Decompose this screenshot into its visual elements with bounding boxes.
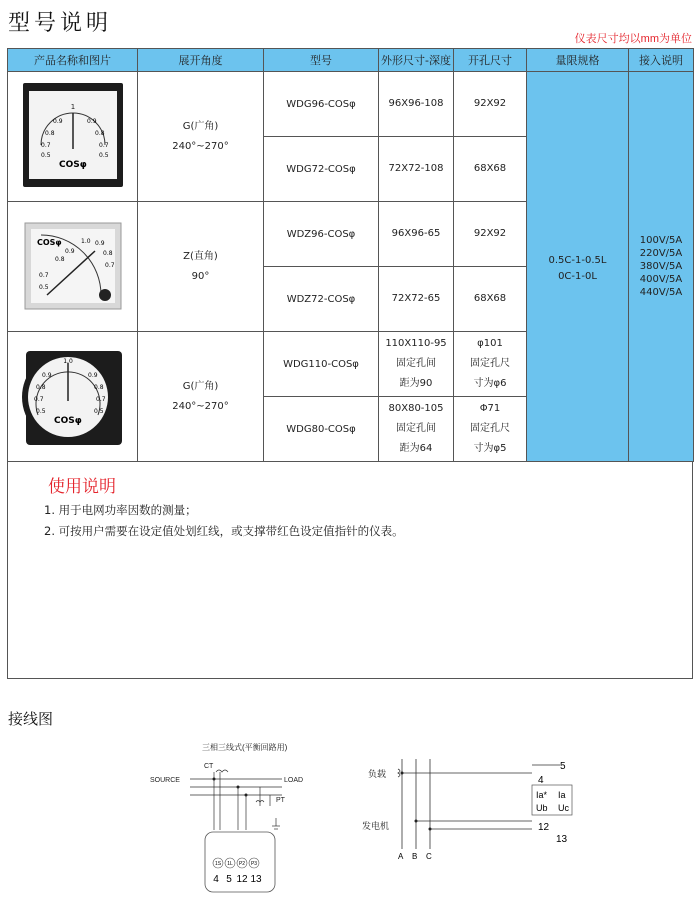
- size-cell: 96X96-65: [379, 202, 454, 267]
- hole-cell: 68X68: [454, 267, 527, 332]
- input-line: 440V/5A: [639, 287, 683, 298]
- table-row: [8, 72, 694, 137]
- phase-label: A: [398, 852, 404, 861]
- header-range: 量限规格: [527, 49, 629, 72]
- meter-label: 0.7: [38, 272, 49, 279]
- meter-label: COSφ: [36, 238, 62, 247]
- terminal-number: 12: [236, 874, 248, 885]
- model-cell: WDG72-COSφ: [264, 137, 379, 202]
- meter-label: 1.0: [62, 358, 73, 365]
- meter-label: 0.9: [87, 372, 98, 379]
- usage-title: 使用说明: [48, 477, 116, 497]
- hole-cell: 68X68: [454, 137, 527, 202]
- usage-item-1: 1. 用于电网功率因数的测量；: [44, 503, 197, 517]
- angle-cell: [138, 332, 264, 462]
- meter-photo-wdg-round: [8, 332, 138, 462]
- terminal-number: 5: [226, 874, 232, 885]
- meter-label: 0.8: [44, 130, 55, 137]
- meter-photo-wdg-square: [8, 72, 138, 202]
- hole-cell: 92X92: [454, 72, 527, 137]
- table-header-row: [8, 49, 694, 72]
- angle-range: 240°~270°: [172, 140, 229, 152]
- meter-label: 0.8: [35, 384, 46, 391]
- terminal-label: P2: [238, 861, 246, 867]
- angle-type: G(广角): [182, 120, 219, 132]
- header-size: 外形尺寸-深度: [379, 49, 454, 72]
- usage-section: [7, 462, 693, 679]
- phase-label: B: [412, 852, 418, 861]
- wiring-caption: 三相三线式(平衡回路用): [202, 743, 288, 752]
- angle-range: 240°~270°: [172, 400, 229, 412]
- box-label: Uc: [558, 803, 569, 813]
- source-label: SOURCE: [150, 777, 180, 784]
- meter-label: 0.8: [54, 256, 65, 263]
- meter-label: 0.9: [94, 240, 105, 247]
- pt-label: PT: [276, 797, 285, 804]
- model-cell: WDZ72-COSφ: [264, 267, 379, 332]
- meter-label: 0.8: [93, 384, 104, 391]
- model-cell: WDG80-COSφ: [264, 397, 379, 462]
- model-cell: WDG96-COSφ: [264, 72, 379, 137]
- terminal-number: 4: [213, 874, 219, 885]
- input-line: 220V/5A: [639, 248, 683, 259]
- meter-label: 0.8: [94, 130, 105, 137]
- svg-text:1: 1: [70, 103, 75, 111]
- meter-label: COSφ: [58, 160, 87, 170]
- meter-label: 0.9: [52, 118, 63, 125]
- meter-label: 0.7: [98, 142, 109, 149]
- meter-label: 0.9: [86, 118, 97, 125]
- phase-label: C: [426, 852, 432, 861]
- meter-label: 1.0: [80, 238, 91, 245]
- header-model: 型号: [264, 49, 379, 72]
- generator-label: 发电机: [362, 821, 390, 831]
- ct-label: CT: [204, 763, 214, 770]
- range-cell: [527, 72, 629, 462]
- header-product: 产品名称和图片: [8, 49, 138, 72]
- meter-label: 0.5: [35, 408, 46, 415]
- meter-label: 0.5: [98, 152, 109, 159]
- meter-label: 0.9: [41, 372, 52, 379]
- header-angle: 展开角度: [138, 49, 264, 72]
- input-line: 100V/5A: [639, 235, 683, 246]
- range-line: 0C-1-0L: [558, 270, 597, 282]
- meter-label: 0.8: [102, 250, 113, 257]
- terminal-number: 13: [250, 874, 262, 885]
- model-cell: WDG110-COSφ: [264, 332, 379, 397]
- angle-type: Z(直角): [183, 250, 218, 262]
- usage-item-2: 2. 可按用户需要在设定值处划红线，或支撑带红色设定值指针的仪表。: [44, 524, 404, 538]
- meter-label: 0.9: [64, 248, 75, 255]
- box-label: Ub: [536, 803, 548, 813]
- header-input: 接入说明: [629, 49, 694, 72]
- wiring-diagram-generator: [360, 755, 590, 865]
- model-cell: WDZ96-COSφ: [264, 202, 379, 267]
- angle-cell: [138, 202, 264, 332]
- angle-cell: [138, 72, 264, 202]
- meter-label: 0.7: [104, 262, 115, 269]
- meter-label: 0.5: [40, 152, 51, 159]
- load-label: LOAD: [284, 777, 304, 784]
- meter-label: COSφ: [53, 416, 82, 426]
- input-cell: [629, 72, 694, 462]
- meter-label: 0.5: [38, 284, 49, 291]
- spec-table: [7, 48, 694, 462]
- header-hole: 开孔尺寸: [454, 49, 527, 72]
- terminal-label: 1L: [227, 861, 233, 867]
- hole-cell: 92X92: [454, 202, 527, 267]
- range-line: 0.5C-1-0.5L: [548, 254, 607, 266]
- terminal-number: 13: [556, 834, 568, 845]
- box-label: Ia: [558, 790, 566, 800]
- input-line: 380V/5A: [639, 261, 683, 272]
- meter-label: 0.7: [33, 396, 44, 403]
- box-label: Ia*: [536, 790, 548, 800]
- terminal-label: 1S: [214, 861, 222, 867]
- meter-label: 0.7: [40, 142, 51, 149]
- hole-cell: φ101 固定孔尺 寸为φ6: [454, 332, 527, 397]
- size-cell: 72X72-108: [379, 137, 454, 202]
- terminal-label: P3: [250, 861, 258, 867]
- terminal-number: 4: [538, 775, 544, 786]
- load-label-cn: 负载: [368, 769, 387, 779]
- meter-label: 0.5: [93, 408, 104, 415]
- wiring-title: 接线图: [8, 710, 54, 728]
- wiring-diagram-three-phase: [150, 740, 325, 900]
- meter-label: 0.7: [95, 396, 106, 403]
- angle-type: G(广角): [182, 380, 219, 392]
- size-cell: 72X72-65: [379, 267, 454, 332]
- size-cell: 96X96-108: [379, 72, 454, 137]
- input-line: 400V/5A: [639, 274, 683, 285]
- unit-note: 仪表尺寸均以mm为单位: [574, 33, 692, 45]
- angle-range: 90°: [191, 270, 210, 282]
- terminal-number: 12: [538, 822, 550, 833]
- size-cell: 80X80-105 固定孔间 距为64: [379, 397, 454, 462]
- terminal-number: 5: [560, 761, 566, 772]
- hole-cell: Φ71 固定孔尺 寸为φ5: [454, 397, 527, 462]
- size-cell: 110X110-95 固定孔间 距为90: [379, 332, 454, 397]
- meter-photo-wdz-square: [8, 202, 138, 332]
- page-title: 型号说明: [8, 11, 113, 36]
